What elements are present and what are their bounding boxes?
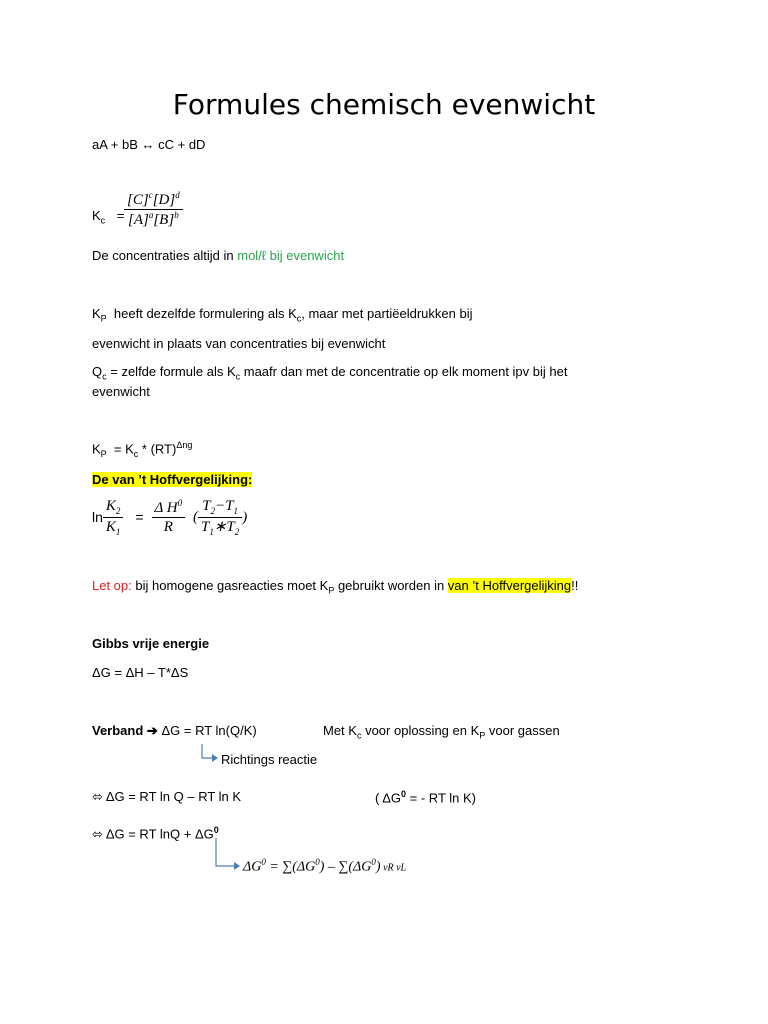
equivalence-arrow-icon: ⬄ xyxy=(92,826,103,842)
kp-description-line1: $K_P$ heeft dezelfde formulering als $K_c$, maar met partiëeldrukken bij xyxy=(92,306,473,324)
richtings-arrow-icon xyxy=(198,744,222,764)
letop-note: Let op: bij homogene gasreacties moet $K_P$ gebruikt worden in van ’t Hoffvergelijking!! xyxy=(92,578,579,596)
vanthoff-equation: ln $\frac{K_2}{K_1}$ = $\frac{\Delta H^0}{R}$ ( $\frac{T_2-T_1}{T_1∗T_2}$ ) xyxy=(92,498,248,537)
qc-description-line2: evenwicht xyxy=(92,384,150,399)
qc-description-line1: $Q_c$ = zelfde formule als $K_c$ maafr dan met de concentratie op elk moment ipv bij het xyxy=(92,364,568,382)
kp-kc-relation: $K_P = K_c * (RT)^{\Delta ng}$ xyxy=(92,440,193,459)
verband-line: Verband ➔ ΔG = RT ln(Q/K) xyxy=(92,723,257,738)
verband-note: Met $K_c$ voor oplossing en $K_P$ voor gassen xyxy=(323,723,560,741)
richtings-label: Richtings reactie xyxy=(221,752,318,767)
vanthoff-heading: De van ’t Hoffvergelijking: xyxy=(92,472,253,487)
standard-gibbs-relation: ( $\Delta G^0$ = - RT ln K) xyxy=(375,789,477,806)
arrow-right-icon: ➔ xyxy=(146,723,158,738)
sum-equation: $\Delta G^0 = \sum(\Delta G^0) - \sum(\Delta G^0)$ vR vL xyxy=(243,857,407,875)
reaction-equation: aA + bB ↔ cC + dD xyxy=(92,137,206,152)
page-title: Formules chemisch evenwicht xyxy=(172,88,596,121)
equivalence-arrow-icon: ⬄ xyxy=(92,789,103,804)
sum-arrow-icon xyxy=(210,838,244,872)
gibbs-heading: Gibbs vrije energie xyxy=(92,636,210,651)
kc-label: $K_c$ = xyxy=(92,208,125,226)
kc-fraction: $\frac{[C]^c[D]^d}{[A]^a[B]^b}$ xyxy=(124,190,183,229)
gibbs-ln-equation: ⬄ ΔG = RT ln Q – RT ln K xyxy=(92,789,242,804)
gibbs-standard-equation: ⬄ ΔG = RT $\ln Q + \Delta G^0$ xyxy=(92,825,219,842)
gibbs-equation: ΔG = ΔH – T*ΔS xyxy=(92,665,189,680)
concentration-note: De concentraties altijd in mol/ℓ bij evenwicht xyxy=(92,248,345,263)
kp-description-line2: evenwicht in plaats van concentraties bij evenwicht xyxy=(92,336,386,351)
